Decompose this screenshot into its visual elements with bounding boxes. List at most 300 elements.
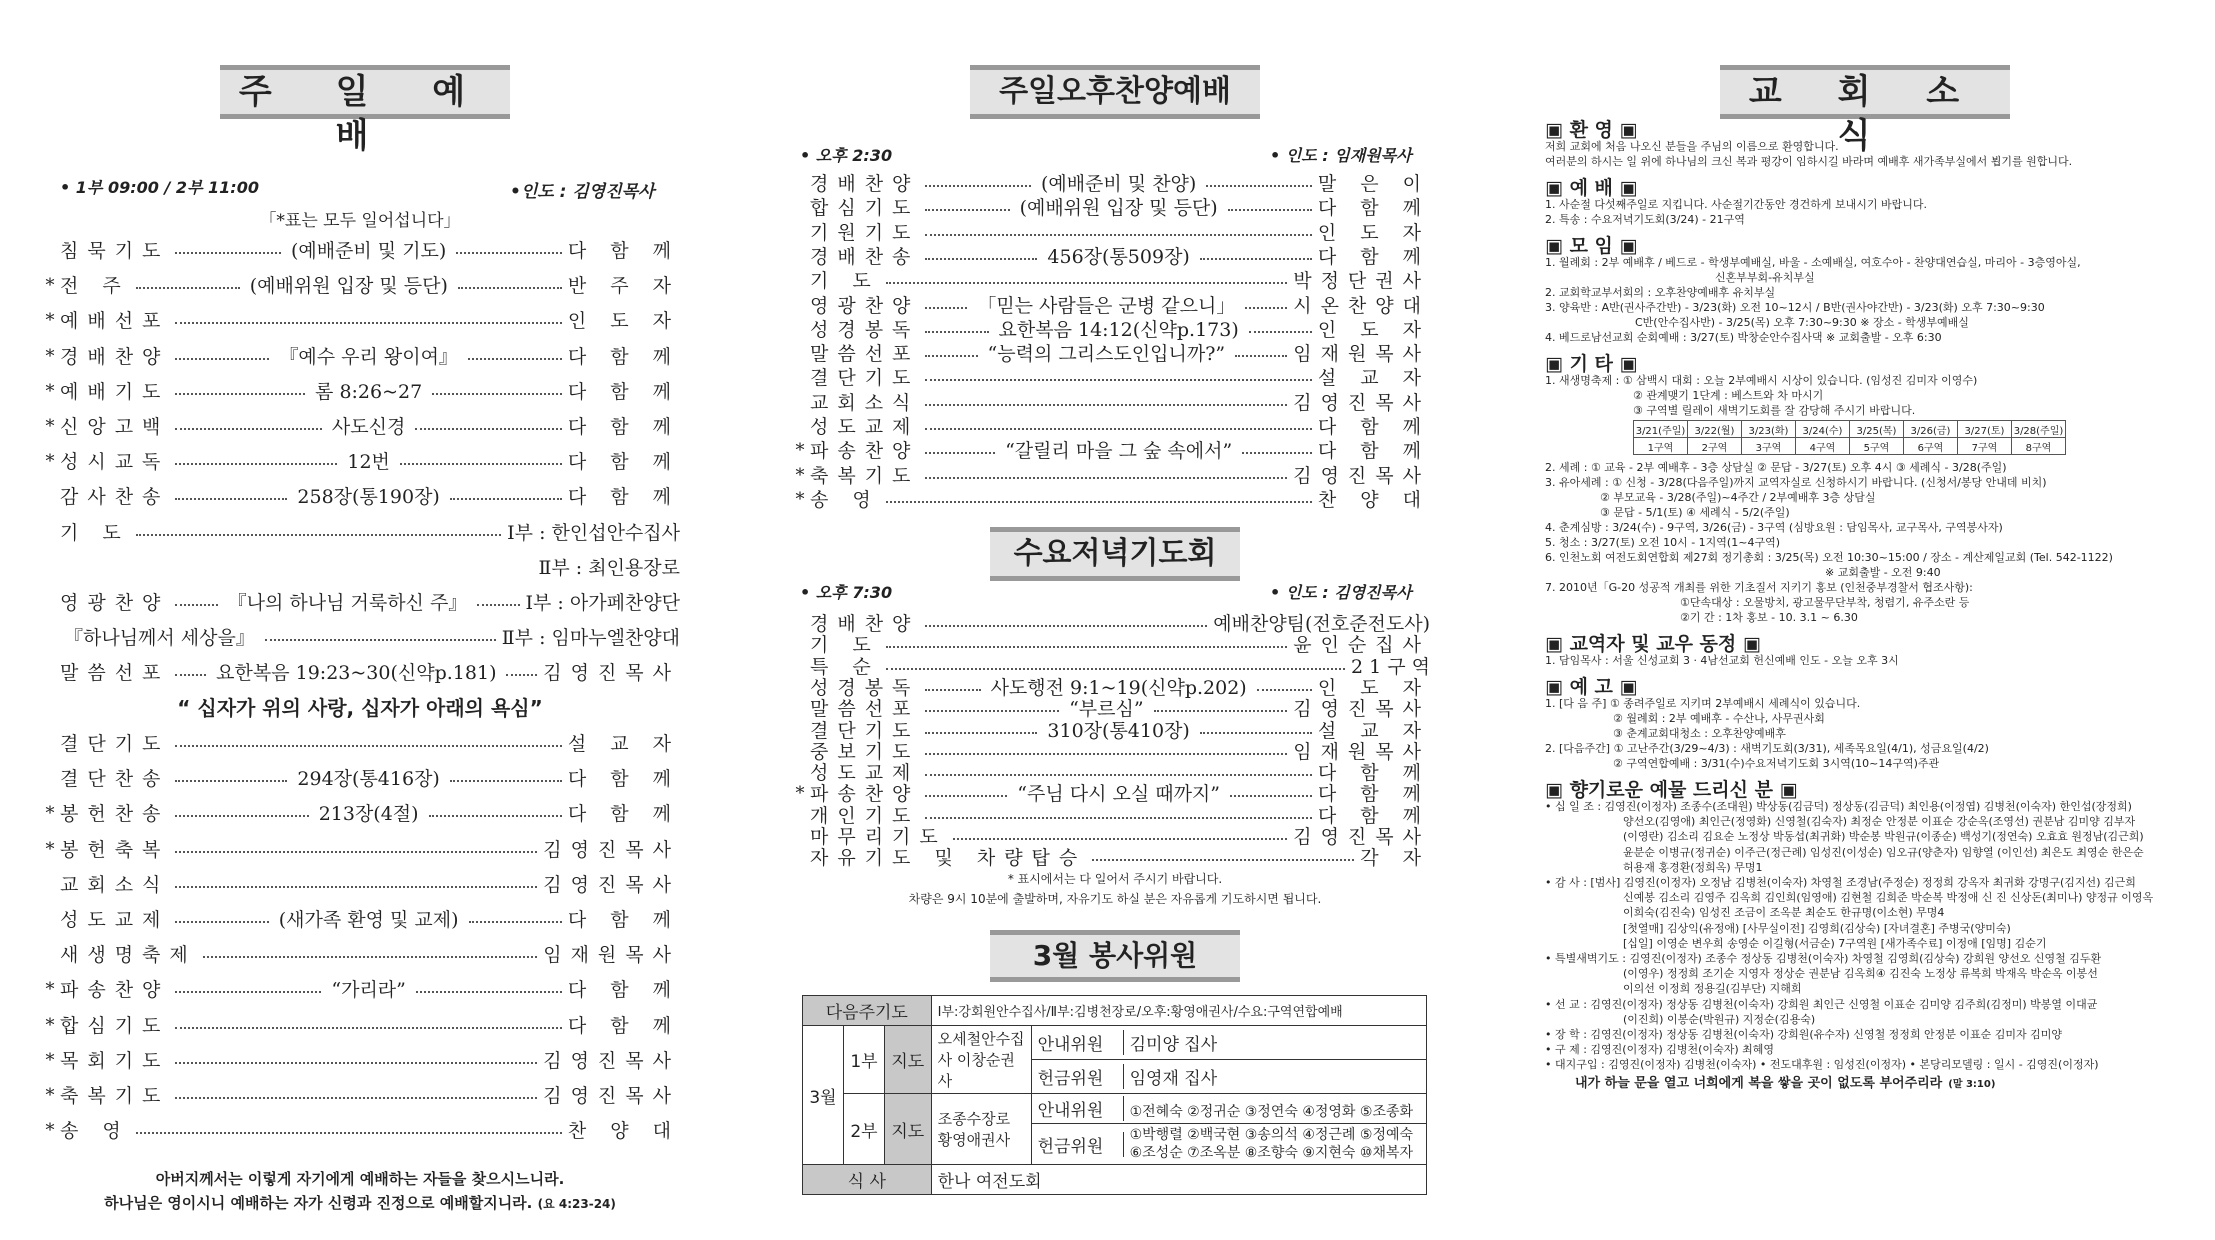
order-row [790,465,1430,487]
closing-verse-text: 내가 하늘 문을 열고 너희에게 복을 쌓을 곳이 없도록 부어주리라 [1575,1075,1943,1091]
item-name: 경배찬양 [810,173,920,195]
relay-day: 3/23(화) [1742,421,1796,438]
item-leader: 인 도 자 [1317,221,1430,244]
relay-day: 3/25(목) [1850,421,1904,438]
order-row [40,381,680,403]
dot-leader [136,534,501,536]
dot-leader [175,1097,537,1099]
item-leader: Ⅰ부 : 아가페찬양단 [525,592,680,614]
dot-leader [925,331,988,333]
etc-line-2: 2. 세례 : ① 교육 - 2부 예배후 - 3층 상담실 ② 문답 - 3/27(토) 오후 4시 ③ 세례식 - 3/28(주일) [1545,461,2007,474]
order-row [40,310,680,332]
item-content: 요한복음 19:23~30(신약p.181) [216,662,497,685]
guide-names-2: 조종수장로 황영애권사 [931,1094,1031,1165]
dot-leader [1235,355,1287,357]
dot-leader [506,674,537,676]
etc-line-2: ①단속대상 : 오물방치, 광고물무단부착, 청렴기, 유주소란 등 [1680,596,1970,609]
usher-row-1 [1031,1026,1426,1060]
dot-leader [1200,258,1312,260]
relay-group: 8구역 [2012,438,2066,455]
etc-line-2: ③ 문답 - 5/1(토) ④ 세례식 - 5/2(주일) [1600,506,1790,519]
dot-leader [175,252,281,254]
item-leader: Ⅱ부 : 임마누엘찬양대 [501,627,680,650]
item-name: 송 영 [60,1120,130,1143]
volunteer-table [802,995,1427,1195]
item-name: 결단기도 [810,719,920,742]
item-name: 경배찬송 [810,245,920,268]
dot-leader [886,282,1287,284]
dot-leader [175,393,305,395]
order-row [40,874,680,896]
relay-group: 6구역 [1904,438,1958,455]
order-row [40,662,680,684]
welcome-heading: ▣ 환 영 ▣ [1545,119,1638,141]
offering-line: (이영란) 김소리 김요순 노정상 박동섭(최귀화) 박순봉 박원규(이종순) 백성기(정연숙) 오효효 원정남(김근희) [1623,830,2144,844]
item-leader: 말 은 이 [1317,173,1430,195]
dot-leader [1200,732,1312,734]
dot-leader [1257,689,1312,691]
relay-day: 3/21(주일) [1634,421,1688,438]
etc-line: ② 관계맺기 1단계 : 베스트와 차 마시기 [1633,389,1824,402]
welcome-line: 저희 교회에 처음 나오신 분들을 주님의 이름으로 환영합니다. [1545,140,1839,153]
item-leader: 김영진목사 [543,1049,680,1072]
item-leader: 다 함 께 [1317,197,1430,220]
dot-leader [886,646,1287,648]
service-leader: •인도 : 김영진목사 [510,182,655,202]
item-name: 영광찬양 [810,294,920,317]
relay-day: 3/27(토) [1958,421,2012,438]
dot-leader [175,674,206,676]
item-name: 전 주 [60,275,130,298]
item-leader: 다 함 께 [567,768,680,791]
afternoon-leader: • 인도 : 임재원목사 [1270,146,1412,165]
preview-heading: ▣ 예 고 ▣ [1545,676,1638,698]
item-name: 말씀선포 [810,698,920,721]
dot-leader [925,258,1037,260]
offering-line: • 대지구입 : 김영진(이정자) 김병천(이숙자) • 전도대후원 : 임성진(이정자) • 본당리모델링 : 일시 - 김영진(이정자) [1545,1058,2099,1072]
stand-mark: * [795,440,805,462]
stand-mark: * [45,1085,55,1106]
item-name: 봉헌축복 [60,838,170,861]
order-row [790,762,1430,784]
item-name: 합심기도 [60,1014,170,1037]
dot-leader [925,234,1311,236]
order-row [790,720,1430,742]
order-row [790,197,1430,219]
item-leader: 인 도 자 [567,310,680,333]
dot-leader [925,428,1311,430]
order-row [790,698,1430,720]
dot-leader [925,774,1311,776]
item-leader: 다 함 께 [1317,416,1430,438]
item-content: 요한복음 14:12(신약p.173) [998,318,1239,341]
item-name: 교회소식 [60,873,170,896]
dot-leader [456,252,562,254]
item-content: 『하나님께서 세상을』 [64,627,255,650]
offering-heading: ▣ 향기로운 예물 드리신 분 ▣ [1545,779,1798,801]
item-leader: 김영진목사 [1293,464,1430,487]
item-leader: 박정단권사 [1293,270,1430,293]
item-leader: 임재원목사 [1293,740,1430,763]
item-name: 기원기도 [810,221,920,244]
order-row [40,522,680,544]
etc-line-2: 3. 유아세례 : ① 신청 - 3/28(다음주일)까지 교역자실로 신청하시기 바랍니다. (신청서/봉당 안내데 비치) [1545,476,2047,489]
closing-verse-ref: (말 3:10) [1948,1078,1996,1090]
etc-line-2: 7. 2010년「G-20 성공적 개최를 위한 기초질서 지키기 홍보 (인천중부경찰서 협조사항): [1545,581,1973,594]
dot-leader [925,753,1287,755]
item-content: 456장(통509장) [1047,245,1190,268]
dot-leader [450,498,562,500]
item-name: 특 순 [810,655,880,678]
meeting-line: 1. 월례회 : 2부 예배후 / 베드로 - 학생부예배실, 바울 - 소예배실, 여호수아 - 찬양대연습실, 마리아 - 3층영아실, [1545,256,2081,269]
order-row [40,1050,680,1072]
order-row [40,733,680,755]
dot-leader [415,428,562,430]
item-leader: 다 함 께 [567,486,680,509]
item-leader: 윤인순집사 [1293,634,1430,657]
order-row [40,240,680,262]
dot-leader [175,745,561,747]
meeting-line: 신혼부부회-유치부실 [1715,271,1815,284]
dot-leader [925,817,1311,819]
wednesday-prayer-title: 수요저녁기도회 [990,527,1240,581]
order-row [40,1120,680,1142]
order-row [790,295,1430,317]
relay-day: 3/22(월) [1688,421,1742,438]
standing-notice: 「*표는 모두 일어섭니다」 [259,211,461,231]
order-row [40,979,680,1001]
etc-heading: ▣ 기 타 ▣ [1545,353,1638,375]
offering-line: 양선오(김영애) 최인근(정영화) 신영철(김숙자) 최정순 안정분 이표순 강순옥(조영선) 권분남 김미양 김부자 [1623,815,2136,829]
preview-line: ③ 춘계교회대청소 : 오후찬양예배후 [1613,727,1786,740]
item-leader: 다 함 께 [567,451,681,474]
etc-line: ③ 구역별 릴레이 새벽기도회를 잘 감당해 주시기 바랍니다. [1633,404,1916,417]
order-row [40,557,680,579]
item-name: 예배기도 [60,380,170,403]
offering-line: 윤분순 이병규(정귀순) 이주근(정근례) 임성진(이성순) 임오규(양춘자) 임향열 (이인선) 최은도 최영순 한은순 [1623,845,2144,859]
order-row [790,270,1430,292]
item-leader: 예배찬양팀(전호준전도사) [1213,613,1430,635]
item-leader: 다 함 께 [1317,440,1430,463]
order-row [790,634,1430,656]
dot-leader [400,463,562,465]
meeting-line: C반(안수집사반) - 3/25(목) 오후 7:30~9:30 ※ 장소 - 학생부예배실 [1635,316,1969,329]
item-name: 성도교제 [60,909,170,931]
column-church-news [1545,0,2185,1240]
item-leader: 김영진목사 [543,873,680,896]
item-leader: 시온찬양대 [1293,294,1430,317]
item-name: 결단찬송 [60,768,170,791]
order-row [790,805,1430,827]
offering-line: 허용재 홍경환(정희옥) 무명1 [1623,860,1763,874]
order-row [40,275,680,297]
item-content: 『나의 하나님 거룩하신 주』 [227,592,468,614]
item-name: 교회소식 [810,391,920,414]
item-content: (예배준비 및 찬양) [1040,173,1197,195]
standing-note: * 표시에서는 다 일어서 주시기 바랍니다. [1007,872,1223,886]
order-row [790,489,1430,511]
wednesday-time: • 오후 7:30 [800,583,893,602]
order-row [40,627,680,649]
item-content: 롬 8:26~27 [315,380,423,403]
closing-verse-line2 [40,1192,680,1213]
dot-leader [925,452,995,454]
dot-leader [429,815,562,817]
dot-leader [265,639,496,641]
offering-line: • 특별새벽기도 : 김영진(이정자) 조종수 정상동 김병천(이숙자) 차영철 김영희(김상숙) 강희원 양선오 신영철 김두환 [1545,952,2102,965]
item-name: 성경봉독 [810,318,920,341]
item-leader: 설 교 자 [567,733,680,755]
dot-leader [1154,710,1288,712]
item-content: (예배준비 및 기도) [290,240,447,262]
order-row [790,246,1430,268]
item-content: 213장(4절) [318,803,419,826]
order-row [40,839,680,861]
preview-line: 2. [다음주간] ① 고난주간(3/29~4/3) : 새벽기도회(3/31), 세족목요일(4/1), 성금요일(4/2) [1545,742,1989,755]
dot-leader [175,886,537,888]
order-row [790,440,1430,462]
item-content: (예배위원 입장 및 등단) [1019,197,1218,220]
dot-leader [925,795,1007,797]
afternoon-service-title: 주일오후찬양예배 [970,65,1260,119]
item-content: 『예수 우리 왕이여』 [279,345,458,368]
item-leader: 설 교 자 [1317,719,1430,742]
item-leader: 설 교 자 [1317,367,1430,390]
dot-leader [450,780,562,782]
stand-mark: * [45,275,55,297]
item-leader: 김영진목사 [1293,826,1430,848]
stand-mark: * [795,488,805,510]
dot-leader [886,501,1312,503]
dot-leader [175,815,308,817]
order-row [40,803,680,825]
item-name: 말씀선포 [810,343,920,366]
item-leader: 다 함 께 [567,803,680,826]
stand-mark: * [45,838,55,860]
stand-mark: * [45,979,55,1001]
dot-leader [925,307,967,309]
order-row [40,1085,680,1107]
column-afternoon-service [790,0,1440,1240]
item-leader: 다 함 께 [567,345,681,368]
order-row [40,768,680,790]
order-row [40,346,680,368]
worship-line: 1. 사순절 다섯째주일로 지킵니다. 사순절기간동안 경건하게 보내시기 바랍니다. [1545,198,1927,211]
month-cell: 3월 [803,1026,844,1165]
stand-mark: * [45,1014,55,1036]
item-leader: 다 함 께 [1317,804,1430,827]
item-name: 자유기도 및 차량탑승 [810,847,1087,870]
order-row [790,367,1430,389]
item-leader: 다 함 께 [567,380,680,403]
item-leader: 김영진목사 [1293,391,1430,414]
item-leader: 찬 양 대 [1317,488,1430,511]
item-leader: 다 함 께 [1317,245,1430,268]
march-volunteers-title: 3월 봉사위원 [990,930,1240,982]
item-name: 봉헌찬송 [60,803,170,826]
item-name: 기 도 [60,521,130,544]
item-name: 합심기도 [810,197,920,220]
dot-leader [175,921,268,923]
dot-leader [925,625,1207,627]
item-leader: 김영진목사 [543,1085,680,1107]
item-name: 중보기도 [810,740,920,763]
item-content: 12번 [347,451,390,474]
offering-row-2 [1031,1124,1426,1165]
stand-mark: * [795,464,805,486]
relay-day: 3/26(금) [1904,421,1958,438]
dot-leader [925,689,980,691]
afternoon-time: • 오후 2:30 [800,146,893,165]
etc-line-2: ② 부모교육 - 3/28(주일)~4주간 / 2부예배후 3층 상담실 [1600,491,1876,504]
relay-group: 4구역 [1796,438,1850,455]
usher-names-2: ①전혜숙 ②정귀순 ③정연숙 ④정영화 ⑤조종화 [1129,1104,1414,1120]
dot-leader [136,1132,562,1134]
dot-leader [175,463,337,465]
order-row [40,592,680,614]
offering-line: (이진희) 이봉순(박원규) 지정순(김용숙) [1623,1012,1816,1026]
stand-mark: * [795,783,805,805]
etc-line: 1. 새생명축제 : ① 삼백시 대회 : 오늘 2부예배시 시상이 있습니다. (임성진 김미자 이영수) [1545,374,1978,387]
dot-leader [925,710,1059,712]
item-name: 예배선포 [60,310,170,333]
dot-leader [175,1062,537,1064]
item-name: 성도교제 [810,762,920,785]
item-leader: 각 자 [1360,847,1430,870]
order-row [40,486,680,508]
offering-line: (이영우) 정정희 조기순 지영자 정상순 권분남 김옥희④ 김진숙 노정상 류복희 박재옥 박순옥 이봉선 [1623,967,2098,981]
stand-mark: * [45,416,55,437]
relay-day: 3/24(수) [1796,421,1850,438]
item-name: 축복기도 [60,1085,170,1107]
dot-leader [175,604,217,606]
verse-reference: (요 4:23-24) [537,1197,616,1211]
offering-line: • 감 사 : [범사] 김영진(이정자) 오정남 김병천(이숙자) 차영철 조경남(주정순) 정정희 강옥자 최귀화 강명구(김지선) 김근희 [1545,876,2136,889]
meal-label: 식 사 [803,1165,932,1195]
item-content: 사도행전 9:1~19(신약p.202) [990,676,1247,699]
dot-leader [1249,331,1312,333]
preview-line: ② 구역연합예배 : 3/31(수)수요저녁기도회 3시역(10~14구역)주관 [1613,757,1940,770]
dot-leader [925,209,1009,211]
dot-leader [458,287,562,289]
stand-mark: * [45,451,55,473]
item-content: “능력의 그리스도인입니까?” [987,343,1226,366]
item-leader: 다 함 께 [567,909,681,931]
offering-names-1: 임영재 집사 [1129,1069,1218,1089]
item-leader: 김영진목사 [543,662,681,685]
item-content: (예배위원 입장 및 등단) [249,275,448,298]
status-heading: ▣ 교역자 및 교우 동정 ▣ [1545,633,1761,655]
dot-leader [175,498,287,500]
dot-leader [925,185,1031,187]
order-row [790,847,1430,869]
stand-mark: * [45,310,55,332]
order-row [40,1015,680,1037]
item-leader: 김영진목사 [543,838,680,861]
etc-line-2: ②기 간 : 1차 홍보 - 10. 3.1 ~ 6.30 [1680,611,1858,624]
sermon-title: “ 십자가 위의 사랑, 십자가 아래의 욕심” [177,696,543,720]
dot-leader [925,477,1287,479]
usher-label-1: 안내위원 [1038,1030,1124,1055]
etc-line-2: 6. 인천노회 여전도회연합회 제27회 정기총회 : 3/25(목) 오전 10:30~15:00 / 장소 - 계산제일교회 (Tel. 542-1122) [1545,551,2113,564]
dot-leader [1245,307,1287,309]
column-sunday-service [40,0,720,1240]
dot-leader [469,921,562,923]
item-leader: 다 함 께 [567,416,680,438]
usher-label-2: 안내위원 [1038,1096,1124,1121]
order-row [40,944,680,966]
order-row [790,613,1430,635]
usher-row-2 [1031,1094,1426,1124]
order-row [40,451,680,473]
item-name: 축복기도 [810,464,920,487]
stand-mark: * [45,803,55,825]
preview-line: 1. [다 음 주] ① 종려주일로 지키며 2부예배시 세례식이 있습니다. [1545,697,1861,710]
dot-leader [477,604,519,606]
dot-leader [1092,859,1354,861]
dot-leader [1242,452,1312,454]
order-row [790,222,1430,244]
relay-group: 1구역 [1634,438,1688,455]
offering-line: 신예봉 김소리 김영주 김옥희 김인희(임영애) 김현철 김희준 박순복 박정애 신 진 신상돈(최미나) 양정규 이영옥 [1623,891,2154,905]
dot-leader [953,838,1287,840]
dot-leader [175,1027,561,1029]
offering-row-1 [1031,1060,1426,1094]
item-name: 마무리기도 [810,826,947,848]
etc-line-2: ※ 교회출발 - 오전 9:40 [1825,566,1941,579]
meeting-line: 3. 양육반 : A반(권사주간반) - 3/23(화) 오전 10~12시 / B반(권사야간반) - 3/23(화) 오후 7:30~9:30 [1545,301,2045,314]
dot-leader [925,732,1037,734]
welcome-line: 여러분의 하시는 일 위에 하나님의 크신 복과 평강이 임하시길 바라며 예배후 새가족부실에서 뵙기를 원합니다. [1545,155,2073,168]
item-name: 파송찬양 [810,783,920,806]
order-row [40,909,680,931]
next-week-prayer-value: Ⅰ부:강회원안수집사/Ⅱ부:김병천장로/오후:황영애권사/수요:구역연합예배 [931,996,1426,1026]
item-name: 송 영 [810,488,880,511]
stand-mark: * [45,1120,55,1142]
offering-line: • 십 일 조 : 김영진(이정자) 조종수(조대원) 박상동(김금덕) 정상동(김금덕) 최인용(이정엽) 김병천(이숙자) 한인섭(장정희) [1545,800,2132,813]
verse-text: 하나님은 영이시니 예배하는 자가 신령과 진정으로 예배할지니라. [104,1194,533,1212]
order-row [790,416,1430,438]
dot-leader [1228,209,1312,211]
item-leader: Ⅱ부 : 최인용장로 [538,556,680,579]
item-name: 개인기도 [810,804,920,827]
stand-mark: * [45,345,55,367]
dot-leader [203,956,537,958]
wednesday-leader: • 인도 : 김영진목사 [1270,583,1412,602]
order-row [40,416,680,438]
item-content: “주님 다시 오실 때까지” [1017,783,1220,806]
order-row [790,319,1430,341]
item-name: 결단기도 [810,367,920,390]
guide-label-1: 지도 [884,1026,931,1094]
dot-leader [925,355,977,357]
service-time: • 1부 09:00 / 2부 11:00 [60,178,259,197]
item-name: 신앙고백 [60,416,170,438]
item-leader: 김영진목사 [1293,698,1431,721]
relay-group: 3구역 [1742,438,1796,455]
relay-group: 2구역 [1688,438,1742,455]
order-row [790,783,1430,805]
dot-leader [175,358,269,360]
part2-cell: 2부 [843,1094,884,1165]
dot-leader [416,991,562,993]
bus-note: 차량은 9시 10분에 출발하며, 자유기도 하실 분은 자유롭게 기도하시면 됩니다. [908,892,1322,906]
dot-leader [175,428,322,430]
guide-names-1: 오세철안수집사 이창순권사 [931,1026,1031,1094]
order-row [790,741,1430,763]
relay-group: 7구역 [1958,438,2012,455]
dot-leader [432,393,562,395]
